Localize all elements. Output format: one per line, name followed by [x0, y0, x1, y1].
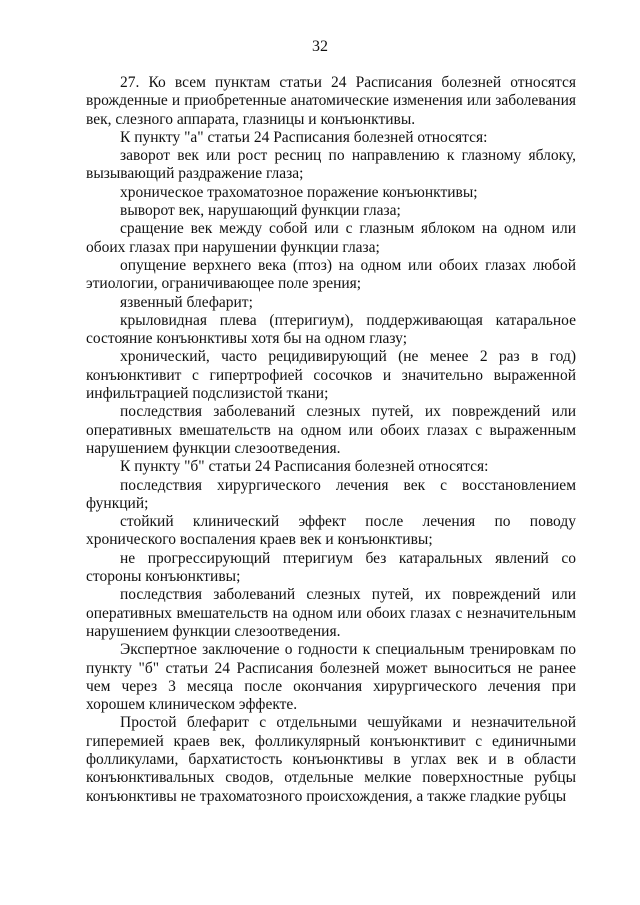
paragraph: последствия хирургического лечения век с восстановлением функций; — [86, 476, 576, 512]
paragraph: последствия заболеваний слезных путей, их повреждений или оперативных вмешательств на одном или обоих глазах с выраженным нарушением функции слезоотведения. — [86, 403, 576, 457]
page-number: 32 — [312, 38, 328, 55]
paragraph: Экспертное заключение о годности к специальным тренировкам по пункту "б" статьи 24 Расписания болезней может выноситься не ранее чем через 3 месяца после окончания хирургического лечения при хорошем клиническом эффекте. — [86, 641, 576, 714]
paragraph: Простой блефарит с отдельными чешуйками и незначительной гиперемией краев век, фолликулярный конъюнктивит с единичными фолликулами, бархатистость конъюнктивы в углах век и в области конъюнктивальных сводов, отдельные мелкие поверхностные рубцы конъюнктивы не трахоматозного происхождения, а также гладкие рубцы — [86, 714, 576, 805]
paragraph: не прогрессирующий птеригиум без катаральных явлений со стороны конъюнктивы; — [86, 549, 576, 586]
paragraph: К пункту "а" статьи 24 Расписания болезней относятся: — [120, 128, 488, 146]
paragraph: хронический, часто рецидивирующий (не менее 2 раз в год) конъюнктивит с гипертрофией сосочков и значительно выраженной инфильтрацией подслизистой ткани; — [86, 348, 576, 403]
paragraph: стойкий клинический эффект после лечения по поводу хронического воспаления краев век и конъюнктивы; — [86, 513, 576, 549]
paragraph: заворот век или рост ресниц по направлению к глазному яблоку, вызывающий раздражение глаза; — [86, 147, 576, 183]
paragraph: выворот век, нарушающий функции глаза; — [120, 202, 401, 220]
paragraph: 27. Ко всем пунктам статьи 24 Расписания болезней относятся врожденные и приобретенные анатомические изменения или заболевания век, слезного аппарата, глазницы и конъюнктивы. — [86, 74, 576, 128]
paragraph: сращение век между собой или с глазным яблоком на одном или обоих глазах при нарушении функции глаза; — [86, 220, 576, 256]
paragraph: хроническое трахоматозное поражение конъюнктивы; — [120, 183, 478, 201]
paragraph: язвенный блефарит; — [120, 293, 253, 311]
document-body — [86, 74, 576, 806]
paragraph: К пункту "б" статьи 24 Расписания болезней относятся: — [120, 458, 489, 476]
paragraph: опущение верхнего века (птоз) на одном или обоих глазах любой этиологии, ограничивающее поле зрения; — [86, 256, 576, 293]
paragraph: последствия заболеваний слезных путей, их повреждений или оперативных вмешательств на одном или обоих глазах с незначительным нарушением функции слезоотведения. — [86, 586, 576, 640]
paragraph: крыловидная плева (птеригиум), поддерживающая катаральное состояние конъюнктивы хотя бы на одном глазу; — [86, 311, 576, 348]
